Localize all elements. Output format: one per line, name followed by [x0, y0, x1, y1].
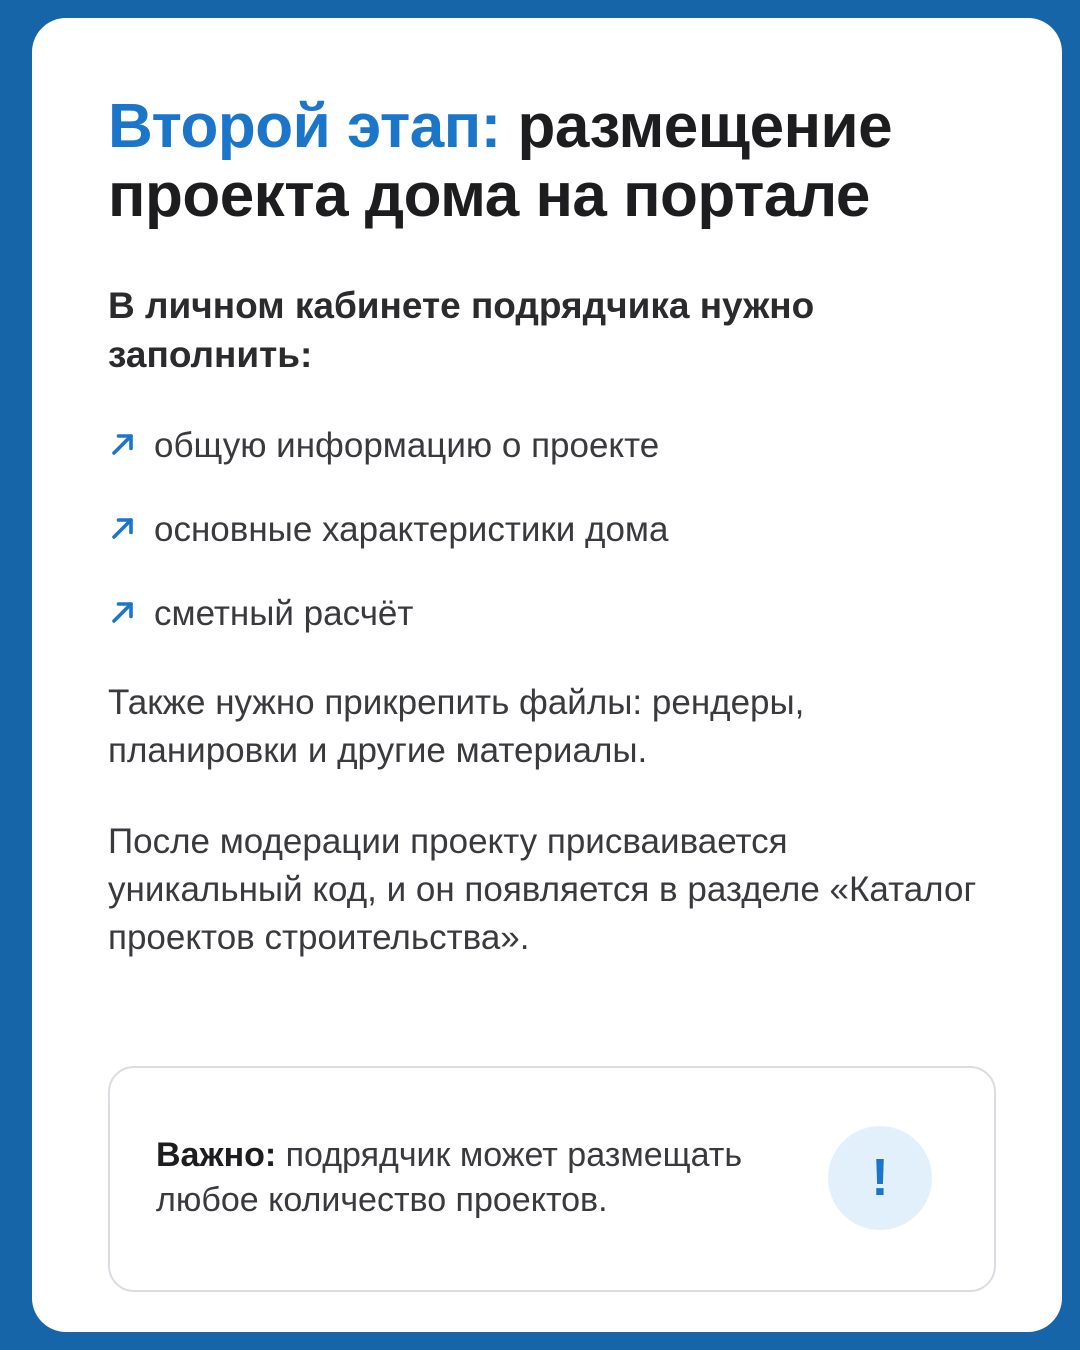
- page-title-accent: Второй этап:: [108, 92, 501, 161]
- important-note-body: подрядчик может размещать любое количество проектов.: [156, 1135, 743, 1219]
- lead-paragraph: В личном кабинете подрядчика нужно заполнить:: [108, 284, 815, 376]
- list-item: [108, 509, 996, 551]
- paragraph-moderation: После модерации проекту присваивается уникальный код, и он появляется в разделе «Каталог проектов строительства».: [108, 822, 977, 957]
- list-item-label: общую информацию о проекте: [154, 426, 660, 466]
- page-title-rest: размещение проекта дома на портале: [108, 92, 893, 231]
- exclamation-icon-symbol: !: [871, 1149, 889, 1207]
- important-note-text: [156, 1133, 796, 1223]
- important-note-label: Важно:: [156, 1135, 277, 1174]
- list-item-label: сметный расчёт: [154, 594, 414, 634]
- bullet-list: [108, 425, 996, 635]
- list-item: [108, 593, 996, 635]
- list-item-label: основные характеристики дома: [154, 510, 669, 550]
- important-note: [108, 1066, 996, 1292]
- page-title: [108, 92, 996, 231]
- paragraph-attachments: Также нужно прикрепить файлы: рендеры, планировки и другие материалы.: [108, 683, 805, 770]
- arrow-up-right-icon: [108, 513, 138, 551]
- arrow-up-right-icon: [108, 597, 138, 635]
- content-card: [32, 18, 1062, 1332]
- arrow-up-right-icon: [108, 429, 138, 467]
- list-item: [108, 425, 996, 467]
- exclamation-icon: [828, 1126, 932, 1230]
